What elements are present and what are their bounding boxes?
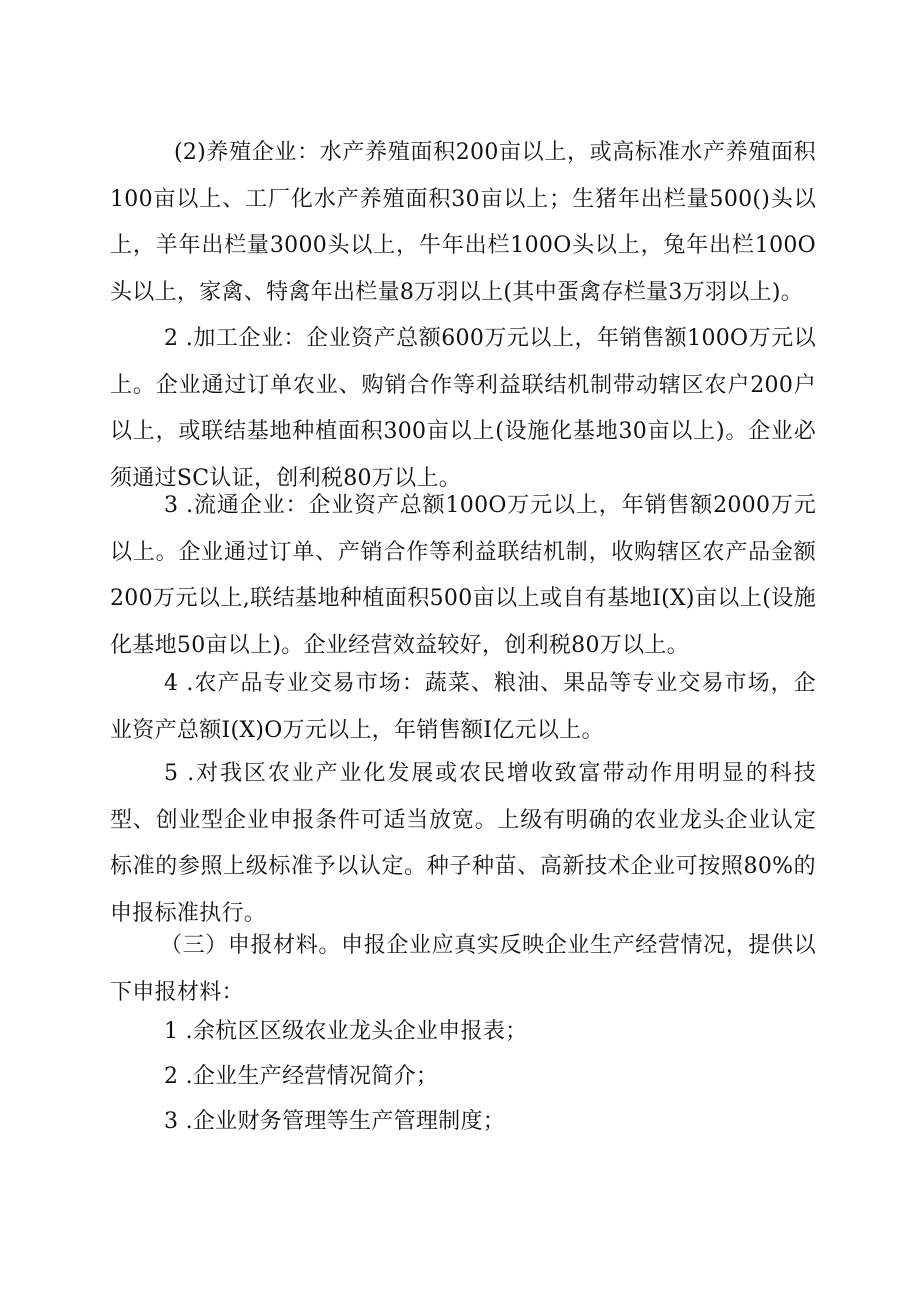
paragraph-application-materials: （三）申报材料。申报企业应真实反映企业生产经营情况，提供以下申报材料： (110, 933, 816, 1005)
list-item-application-form: 1 .余杭区区级农业龙头企业申报表； (164, 1019, 528, 1044)
paragraph-breeding-enterprise: (2)养殖企业：水产养殖面积200亩以上，或高标准水产养殖面积100亩以上、工厂化水产养殖面积30亩以上；生猪年出栏量500()头以上，羊年出栏量3000头以上，牛年出栏100O头以上，兔年出栏100O头以上，家禽、特禽年出栏量8万羽以上(其中蛋禽存栏量3万羽以上)。 (110, 140, 816, 305)
list-item-management-system: 3 .企业财务管理等生产管理制度； (164, 1109, 506, 1134)
paragraph-trading-market: 4 .农产品专业交易市场：蔬菜、粮油、果品等专业交易市场，企业资产总额I(X)O万元以上，年销售额I亿元以上。 (110, 671, 816, 743)
paragraph-relaxed-conditions: 5 .对我区农业产业化发展或农民增收致富带动作用明显的科技型、创业型企业申报条件可适当放宽。上级有明确的农业龙头企业认定标准的参照上级标准予以认定。种子种苗、高新技术企业可按照80%的申报标准执行。 (110, 761, 816, 926)
list-item-business-profile: 2 .企业生产经营情况简介； (164, 1064, 439, 1089)
paragraph-circulation-enterprise: 3 .流通企业：企业资产总额100O万元以上，年销售额2000万元以上。企业通过订单、产销合作等利益联结机制，收购辖区农产品金额200万元以上,联结基地种植面积500亩以上或自有基地I(X)亩以上(设施化基地50亩以上)。企业经营效益较好，创利税80万以上。 (110, 493, 816, 658)
paragraph-processing-enterprise: 2 .加工企业：企业资产总额600万元以上，年销售额100O万元以上。企业通过订单农业、购销合作等利益联结机制带动辖区农户200户以上，或联结基地种植面积300亩以上(设施化基地30亩以上)。企业必须通过SC认证，创利税80万以上。 (110, 326, 816, 491)
